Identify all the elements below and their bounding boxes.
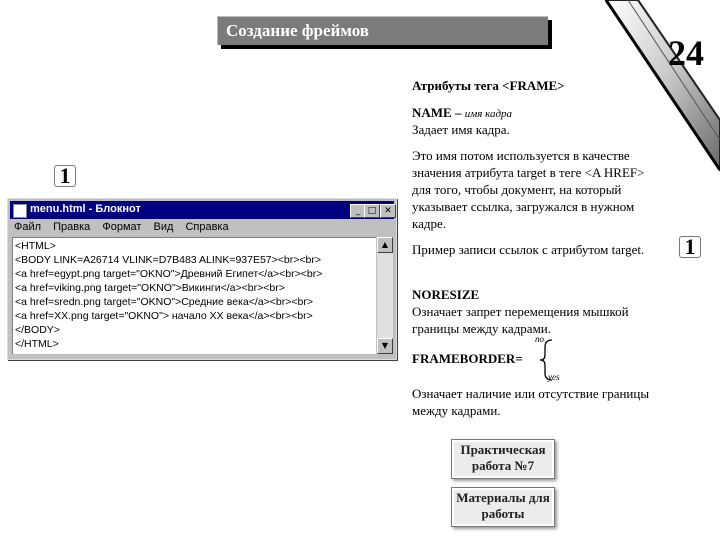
code-line: <BODY LINK=A26714 VLINK=D7B483 ALINK=937E57><br><br> xyxy=(15,254,321,266)
name-attribute-description: Задает имя кадра. xyxy=(412,122,510,137)
example-text: Пример записи ссылок с атрибутом target. xyxy=(412,242,645,257)
close-button[interactable]: ✕ xyxy=(380,204,396,218)
name-note-line: указывает ссылка, загружался в нужном xyxy=(412,199,635,214)
minimize-button[interactable]: _ xyxy=(350,204,366,218)
practice-work-line: Практическая xyxy=(460,442,546,457)
vertical-scrollbar[interactable] xyxy=(376,237,393,354)
frameborder-label: FRAMEBORDER= xyxy=(412,351,523,366)
notepad-text-area[interactable] xyxy=(12,237,377,354)
code-line: <a href=XX.png target="OKNO"> начало XX века</a><br><br> xyxy=(15,310,313,322)
notepad-menu-bar xyxy=(14,221,238,233)
marker-right[interactable]: 1 xyxy=(679,236,701,258)
materials-button[interactable] xyxy=(451,487,555,527)
notepad-app-icon xyxy=(13,204,27,218)
menu-file[interactable]: Файл xyxy=(14,221,42,233)
menu-edit[interactable]: Правка xyxy=(53,221,91,233)
frameborder-line: Означает наличие или отсутствие границы xyxy=(412,386,650,401)
noresize-line: границы между кадрами. xyxy=(412,321,552,336)
materials-line: Материалы для xyxy=(456,490,550,505)
maximize-button[interactable]: □ xyxy=(364,204,380,218)
code-line: <a href=egypt.png target="OKNO">Древний Египет</a><br><br> xyxy=(15,268,323,280)
slide-number: 24 xyxy=(668,33,704,73)
frame-attributes-heading: Атрибуты тега <FRAME> xyxy=(412,78,565,93)
code-line: <a href=sredn.png target="OKNO">Средние века</a><br><br> xyxy=(15,296,313,308)
code-line: <a href=viking.png target="OKNO">Викинги</a><br><br> xyxy=(15,282,285,294)
code-line: </HTML> xyxy=(15,338,59,350)
noresize-label: NORESIZE xyxy=(412,287,480,302)
frameborder-description xyxy=(412,385,649,419)
frameborder-option-yes: yes xyxy=(548,372,560,382)
code-line: </BODY> xyxy=(15,324,60,336)
code-line: <HTML> xyxy=(15,240,56,252)
noresize-line: Означает запрет перемещения мышкой xyxy=(412,304,629,319)
slide-title: Создание фреймов xyxy=(226,21,369,40)
name-attribute-hint: имя кадра xyxy=(464,108,513,120)
notepad-title: menu.html - Блокнот xyxy=(30,203,141,215)
name-note-line: для того, чтобы документ, на который xyxy=(412,182,622,197)
name-attribute-label: NAME – xyxy=(412,105,465,120)
menu-help[interactable]: Справка xyxy=(185,221,229,233)
notepad-titlebar[interactable] xyxy=(10,201,394,219)
name-note-line: значения атрибута target в теге <A HREF> xyxy=(412,165,645,180)
frameborder-option-no: no xyxy=(535,334,544,344)
menu-format[interactable]: Формат xyxy=(102,221,142,233)
name-note-line: кадре. xyxy=(412,216,447,231)
practice-work-button[interactable] xyxy=(451,439,555,479)
practice-work-line: работа №7 xyxy=(471,458,535,473)
slide-title-bar xyxy=(217,16,548,45)
marker-left[interactable]: 1 xyxy=(54,165,76,187)
scroll-down-icon[interactable]: ▼ xyxy=(377,338,393,354)
scroll-up-icon[interactable]: ▲ xyxy=(377,237,393,253)
notepad-window xyxy=(7,198,397,360)
materials-line: работы xyxy=(481,506,525,521)
name-note-paragraph xyxy=(412,147,644,232)
noresize-description xyxy=(412,303,629,337)
menu-view[interactable]: Вид xyxy=(153,221,174,233)
name-note-line: Это имя потом используется в качестве xyxy=(412,148,630,163)
frameborder-line: между кадрами. xyxy=(412,403,501,418)
